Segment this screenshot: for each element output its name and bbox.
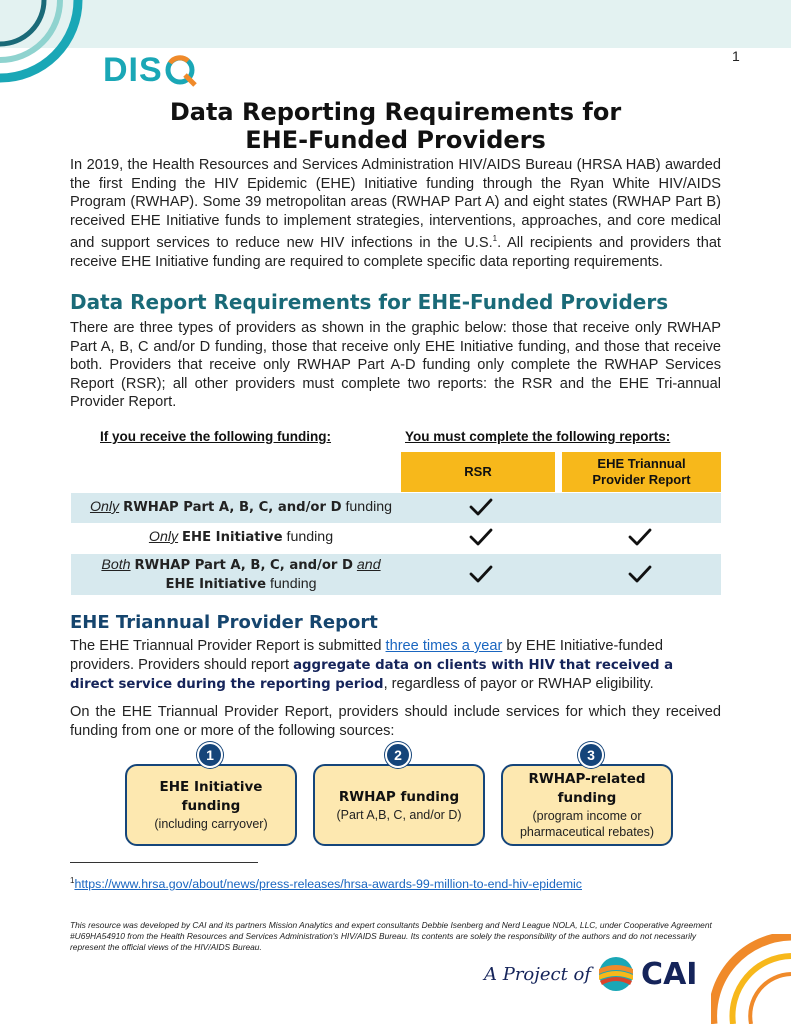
column-ehe-line-1: EHE Triannual	[597, 456, 686, 471]
intro-paragraph	[70, 156, 721, 271]
footnote-number: 1	[70, 876, 75, 885]
row-prefix: Both	[101, 557, 131, 573]
table-row	[71, 554, 721, 595]
source-sub-line-1: (including carryover)	[154, 817, 268, 831]
source-main-line-1: EHE Initiative	[159, 779, 263, 795]
p1-bold: aggregate data on clients with HIV that received a direct service during the reporting period	[70, 657, 674, 693]
intro-text-after: . All recipients and providers that receive EHE Initiative funding are required to complete specific data reporting requirements.	[70, 235, 721, 270]
p1-before: The EHE Triannual Provider Report is submitted	[70, 638, 386, 654]
source-sub-line-1: (program income or	[532, 809, 642, 823]
footnote-divider	[70, 862, 258, 863]
intro-text: In 2019, the Health Resources and Services Administration HIV/AIDS Bureau (HRSA HAB) awarded the first Ending the HIV Epidemic (EHE) Initiative funding through the Ryan White HIV/AIDS Program (RWHAP). Some 39 metropolitan areas (RWHAP Part A) and eight states (RWHAP Part B) received EHE Initiative funds to implement strategies, interventions, approaches, and core medical and support services to reduce new HIV infections in the U.S.	[70, 157, 721, 252]
header-band	[0, 0, 791, 48]
source-sub-line-1: (Part A,B, C, and/or D)	[336, 807, 462, 822]
footnote	[70, 876, 582, 891]
corner-arcs-bottom-right	[711, 934, 791, 1024]
source-box-rwhap-related	[501, 764, 673, 846]
p1-after: , regardless of payor or RWHAP eligibility.	[383, 676, 654, 693]
step-number-badge: 2	[385, 742, 411, 768]
table-header-funding: If you receive the following funding:	[100, 429, 332, 444]
row-bold: EHE Initiative	[182, 530, 283, 545]
row-conjunction: and	[356, 557, 381, 573]
cai-logo-icon	[597, 955, 635, 993]
triannual-paragraph-1	[70, 637, 721, 695]
row-label	[71, 498, 411, 517]
project-of-text: A Project of	[484, 963, 592, 985]
ehe-check-icon	[627, 526, 653, 548]
source-main-line-1: RWHAP funding	[338, 788, 460, 805]
corner-arcs-top-left	[0, 0, 90, 90]
source-main-line-2: funding	[557, 790, 617, 806]
table-row	[71, 523, 721, 553]
source-main-line-2: funding	[181, 798, 241, 814]
row-prefix: Only	[89, 499, 120, 515]
page-title-line-1: Data Reporting Requirements for	[169, 98, 622, 126]
logo-text: DIS	[103, 50, 163, 89]
row-label	[71, 528, 411, 547]
section-heading-data-report: Data Report Requirements for EHE-Funded Providers	[70, 290, 669, 314]
step-number-badge: 1	[197, 742, 223, 768]
three-times-a-year-link[interactable]: three times a year	[385, 638, 503, 654]
footnote-ref[interactable]: 1	[492, 234, 498, 244]
row-label	[71, 556, 411, 594]
page-title	[70, 98, 721, 154]
rsr-check-icon	[468, 526, 494, 548]
source-main-line-1: RWHAP-related	[528, 771, 646, 787]
section-paragraph-provider-types: There are three types of providers as shown in the graphic below: those that receive only RWHAP Part A, B, C and/or D funding, those that receive only EHE Initiative funding, and those that receive both. Providers that receive only RWHAP Part A-D funding only complete the RWHAP Services Report (RSR); all other providers must complete two reports: the RSR and the EHE Tri-annual Provider Report.	[70, 320, 721, 411]
rsr-check-icon	[468, 563, 494, 585]
footnote-link[interactable]: https://www.hrsa.gov/about/news/press-releases/hrsa-awards-99-million-to-end-hiv-epidemic	[74, 877, 582, 892]
row-bold-2: EHE Initiative	[165, 577, 267, 592]
source-box-ehe	[125, 764, 297, 846]
triannual-paragraph-2: On the EHE Triannual Provider Report, providers should include services for which they received funding from one or more of the following sources:	[70, 704, 721, 739]
ehe-check-icon	[627, 563, 653, 585]
source-sub-line-2: pharmaceutical rebates)	[519, 825, 655, 839]
logo-q-mark-icon	[164, 53, 198, 87]
table-row	[71, 493, 721, 523]
page-title-line-2: EHE-Funded Providers	[245, 126, 546, 154]
row-suffix: funding	[282, 529, 334, 545]
row-bold: RWHAP Part A, B, C, and/or D	[123, 500, 342, 515]
column-rsr-label: RSR	[464, 464, 492, 479]
row-bold: RWHAP Part A, B, C, and/or D	[134, 558, 353, 573]
column-rsr	[401, 452, 555, 492]
page-number: 1	[732, 48, 740, 64]
row-prefix: Only	[148, 529, 179, 545]
section-heading-triannual: EHE Triannual Provider Report	[70, 612, 378, 633]
step-number-badge: 3	[578, 742, 604, 768]
project-of-cai	[484, 952, 697, 996]
column-ehe-report	[562, 452, 721, 492]
row-suffix: funding	[341, 499, 393, 515]
row-suffix: funding	[266, 576, 317, 592]
source-box-rwhap	[313, 764, 485, 846]
p1-mid: by EHE Initiative-funded providers. Providers should report	[70, 638, 663, 673]
rsr-check-icon	[468, 496, 494, 518]
cai-wordmark: CAI	[641, 956, 698, 992]
table-header-reports: You must complete the following reports:	[405, 429, 671, 444]
disclaimer: This resource was developed by CAI and its partners Mission Analytics and expert consultants Debbie Isenberg and Nerd League NOLA, LLC, under Cooperative Agreement #U69HA54910 from the Health Resources and Services Administration's HIV/AIDS Bureau. Its contents are solely the responsibility of the authors and do not necessarily represent the official views of the HIV/AIDS Bureau.	[70, 920, 712, 952]
column-ehe-line-2: Provider Report	[592, 472, 691, 487]
disq-logo	[103, 52, 198, 88]
column-ehe-label	[592, 456, 690, 488]
